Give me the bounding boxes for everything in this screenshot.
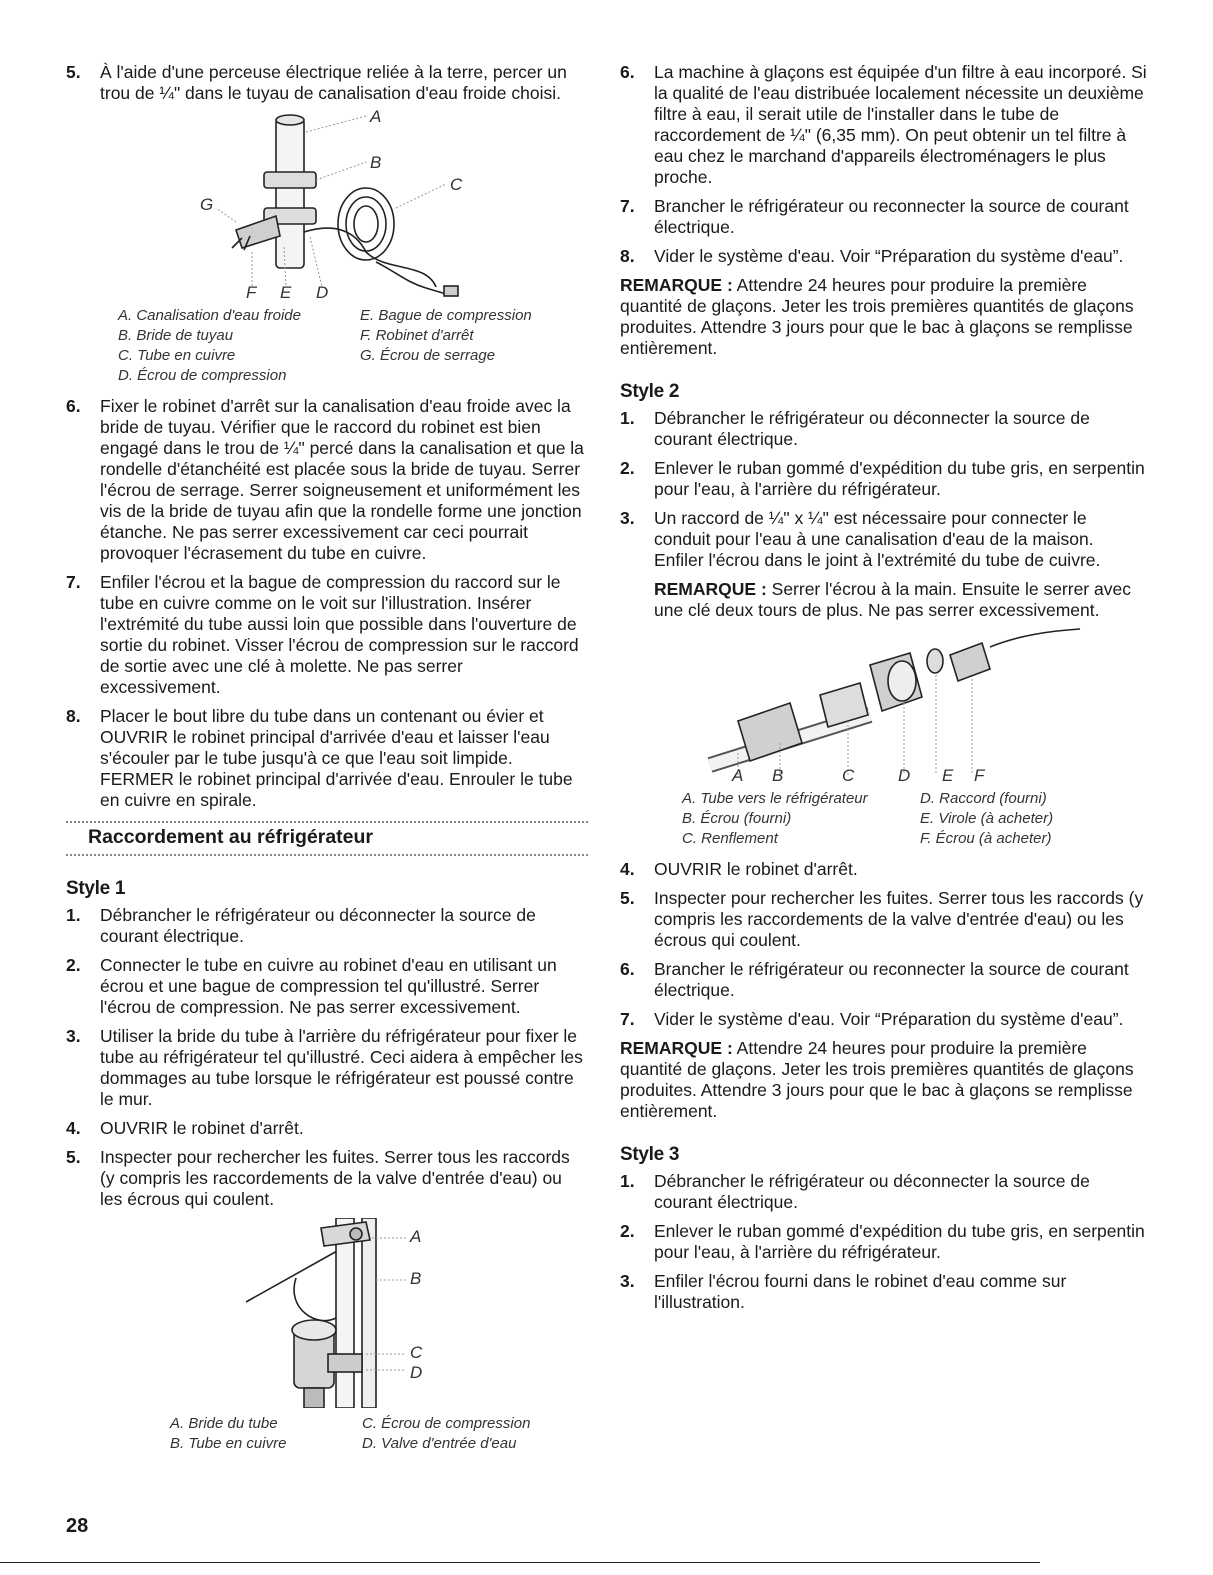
fig2-label-e: E: [942, 766, 954, 785]
legend-entry: F. Écrou (à acheter): [920, 830, 1052, 847]
section-heading: [66, 821, 588, 856]
step-item: [620, 1221, 1147, 1263]
step-text: Brancher le réfrigérateur ou reconnecter la source de courant électrique.: [654, 196, 1129, 237]
step-text: Inspecter pour rechercher les fuites. Serrer tous les raccords (y compris les raccordements de la valve d'entrée d'eau) ou les écrous qui coulent.: [654, 888, 1144, 950]
legend-entry: B. Écrou (fourni): [682, 810, 792, 827]
fig2-label-b: B: [772, 766, 784, 785]
legend-entry: A. Tube vers le réfrigérateur: [682, 790, 868, 807]
style2-note-label: REMARQUE :: [654, 579, 767, 599]
step-text: Connecter le tube en cuivre au robinet d'eau en utilisant un écrou et une bague de compression tel qu'illustré. Serrer l'écrou de compression. Ne pas serrer excessivement.: [100, 955, 557, 1017]
step-number: 5.: [620, 888, 635, 908]
step-item: [66, 62, 588, 104]
legend-entry: E. Virole (à acheter): [920, 810, 1054, 827]
style3-heading: Style 3: [620, 1144, 680, 1165]
style2-note: [620, 579, 1147, 621]
note-1: [620, 275, 1147, 359]
step-item: [620, 959, 1147, 1001]
fig1-label-e: E: [280, 283, 292, 302]
fig2-label-c: C: [842, 766, 855, 785]
step-number: 2.: [620, 1221, 635, 1241]
note-1-text: Attendre 24 heures pour produire la première quantité de glaçons. Jeter les trois premières quantités de glaçons produites. Attendre 3 jours pour que le bac à glaçons se remplisse entièrement.: [620, 275, 1134, 358]
fig1-label-d: D: [316, 283, 329, 302]
legend-entry: G. Écrou de serrage: [360, 347, 496, 364]
step-number: 6.: [620, 959, 635, 979]
fig1-label-c: C: [450, 175, 463, 194]
figure-shutoff-valve: [66, 107, 588, 302]
fig1-label-g: G: [200, 195, 214, 214]
legend-entry: E. Bague de compression: [360, 307, 532, 324]
legend-entry: C. Écrou de compression: [362, 1415, 531, 1432]
page-number: 28: [66, 1515, 89, 1537]
step-item: [620, 408, 1147, 450]
style2-steps: [620, 408, 1147, 571]
legend-entry: D. Écrou de compression: [118, 367, 287, 384]
fig3-legend: [170, 1414, 588, 1454]
step-item: [620, 1171, 1147, 1213]
step-item: [66, 706, 588, 811]
fig1-label-b: B: [370, 153, 382, 172]
style1-heading: Style 1: [66, 878, 126, 899]
legend-entry: [360, 366, 580, 386]
style2-note-text: Serrer l'écrou à la main. Ensuite le serrer avec une clé deux tours de plus. Ne pas serrer excessivement.: [654, 579, 1131, 620]
step-number: 6.: [66, 396, 81, 416]
figure-union-fitting: [620, 625, 1147, 783]
step-number: 2.: [620, 458, 635, 478]
legend-entry: D. Valve d'entrée d'eau: [362, 1435, 517, 1452]
step-item: [620, 888, 1147, 951]
step-text: Enfiler l'écrou fourni dans le robinet d'eau comme sur l'illustration.: [654, 1271, 1067, 1312]
step-item: [66, 1026, 588, 1110]
fig3-label-c: C: [410, 1343, 423, 1362]
step-item: [66, 572, 588, 698]
fig1-legend: [118, 306, 588, 386]
step-text: Enfiler l'écrou et la bague de compression du raccord sur le tube en cuivre comme on le voit sur l'illustration. Insérer l'extrémité du tube aussi loin que possible dans l'ouverture de sortie du robinet. Visser l'écrou de compression sur le raccord de sortie avec une clé à molette. Ne pas serrer excessivement.: [100, 572, 579, 697]
fig2-label-d: D: [898, 766, 911, 785]
figure-tube-clamp: [66, 1218, 588, 1408]
footer-rule: [0, 1562, 1040, 1563]
step-item: [620, 196, 1147, 238]
step-number: 1.: [620, 1171, 635, 1191]
step-number: 4.: [620, 859, 635, 879]
step-item: [620, 508, 1147, 571]
style2-steps-b: [620, 859, 1147, 1030]
note-2-label: REMARQUE :: [620, 1038, 733, 1058]
step-text: Placer le bout libre du tube dans un contenant ou évier et OUVRIR le robinet principal d'arrivée d'eau et laisser l'eau s'écouler par le tube jusqu'à ce que l'eau soit limpide. FERMER le robinet principal d'arrivée d'eau. Enrouler le tube en cuivre en spirale.: [100, 706, 573, 810]
style2-heading: Style 2: [620, 381, 680, 402]
section-title: Raccordement au réfrigérateur: [88, 826, 374, 848]
note-2-text: Attendre 24 heures pour produire la première quantité de glaçons. Jeter les trois premières quantités de glaçons produites. Attendre 3 jours pour que le bac à glaçons se remplisse entièrement.: [620, 1038, 1134, 1121]
step-item: [620, 1009, 1147, 1030]
legend-entry: D. Raccord (fourni): [920, 790, 1047, 807]
step-text: Débrancher le réfrigérateur ou déconnecter la source de courant électrique.: [654, 1171, 1090, 1212]
note-1-label: REMARQUE :: [620, 275, 733, 295]
step-item: [620, 458, 1147, 500]
step-text: Enlever le ruban gommé d'expédition du tube gris, en serpentin pour l'eau, à l'arrière du réfrigérateur.: [654, 458, 1145, 499]
fig3-label-d: D: [410, 1363, 423, 1382]
step-number: 2.: [66, 955, 81, 975]
intro-steps: [66, 62, 588, 104]
legend-entry: F. Robinet d'arrêt: [360, 327, 474, 344]
fig1-label-a: A: [370, 107, 382, 126]
step-number: 7.: [620, 196, 635, 216]
step-item: [66, 1147, 588, 1210]
left-column: [66, 62, 588, 1454]
step-text: Vider le système d'eau. Voir “Préparation du système d'eau”.: [654, 246, 1124, 266]
style3-steps: [620, 1171, 1147, 1313]
step-number: 8.: [66, 706, 81, 726]
fig3-label-b: B: [410, 1269, 422, 1288]
step-text: Fixer le robinet d'arrêt sur la canalisation d'eau froide avec la bride de tuyau. Vérifier que le raccord du robinet est bien engagé dans le trou de ¼" percé dans la canalisation et que la rondelle d'étanchéité est placée sous la bride de tuyau. Serrer l'écrou de serrage. Serrer soigneusement et uniformément les vis de la bride de tuyau afin que la rondelle forme une jonction étanche. Ne pas serrer excessivement car ceci pourrait provoquer l'écrasement du tube en cuivre.: [100, 396, 584, 563]
step-text: OUVRIR le robinet d'arrêt.: [100, 1118, 304, 1138]
step-number: 3.: [66, 1026, 81, 1046]
step-text: Inspecter pour rechercher les fuites. Serrer tous les raccords (y compris les raccordements de la valve d'entrée d'eau) ou les écrous qui coulent.: [100, 1147, 570, 1209]
step-text: La machine à glaçons est équipée d'un filtre à eau incorporé. Si la qualité de l'eau distribuée localement nécessite un deuxième filtre à eau, il serait utile de l'installer dans le tube de raccordement de ¼" (6,35 mm). On peut obtenir un tel filtre à eau chez le marchand d'appareils électroménagers le plus proche.: [654, 62, 1147, 187]
fig2-label-a: A: [732, 766, 744, 785]
legend-entry: C. Renflement: [682, 830, 778, 847]
step-number: 3.: [620, 1271, 635, 1291]
step-text: Utiliser la bride du tube à l'arrière du réfrigérateur pour fixer le tube au réfrigérateur tel qu'illustré. Ceci aidera à empêcher les dommages au tube lorsque le réfrigérateur est poussé contre le mur.: [100, 1026, 583, 1109]
legend-entry: A. Bride du tube: [170, 1415, 278, 1432]
right-column: [620, 62, 1147, 1321]
step-number: 6.: [620, 62, 635, 82]
step-item: [66, 396, 588, 564]
step-text: Brancher le réfrigérateur ou reconnecter la source de courant électrique.: [654, 959, 1129, 1000]
right-steps-top: [620, 62, 1147, 267]
steps-after-fig1: [66, 396, 588, 811]
step-text: Un raccord de ¼" x ¼" est nécessaire pour connecter le conduit pour l'eau à une canalisation d'eau de la maison. Enfiler l'écrou dans le joint à l'extrémité du tube de cuivre.: [654, 508, 1101, 570]
step-text: Enlever le ruban gommé d'expédition du tube gris, en serpentin pour l'eau, à l'arrière du réfrigérateur.: [654, 1221, 1145, 1262]
step-text: Débrancher le réfrigérateur ou déconnecter la source de courant électrique.: [100, 905, 536, 946]
step-number: 7.: [620, 1009, 635, 1029]
step-number: 4.: [66, 1118, 81, 1138]
legend-entry: A. Canalisation d'eau froide: [118, 307, 301, 324]
fig2-legend: [682, 789, 1147, 849]
fig3-label-a: A: [410, 1227, 422, 1246]
step-number: 1.: [620, 408, 635, 428]
step-number: 1.: [66, 905, 81, 925]
step-number: 5.: [66, 1147, 81, 1167]
legend-entry: B. Bride de tuyau: [118, 327, 234, 344]
step-number: 8.: [620, 246, 635, 266]
note-2: [620, 1038, 1147, 1122]
step-text: Vider le système d'eau. Voir “Préparation du système d'eau”.: [654, 1009, 1124, 1029]
step-number: 7.: [66, 572, 81, 592]
step-item: [620, 246, 1147, 267]
union-fitting-illustration: [620, 625, 1147, 783]
fig2-label-f: F: [974, 766, 985, 785]
step-text: Débrancher le réfrigérateur ou déconnecter la source de courant électrique.: [654, 408, 1090, 449]
step-number: 5.: [66, 62, 81, 82]
fig1-label-f: F: [246, 283, 257, 302]
shutoff-valve-illustration: [66, 112, 588, 300]
style1-steps: [66, 905, 588, 1210]
legend-entry: B. Tube en cuivre: [170, 1435, 287, 1452]
step-text: À l'aide d'une perceuse électrique reliée à la terre, percer un trou de ¼" dans le tuyau de canalisation d'eau froide choisi.: [100, 62, 567, 103]
legend-entry: C. Tube en cuivre: [118, 347, 236, 364]
step-text: OUVRIR le robinet d'arrêt.: [654, 859, 858, 879]
step-item: [66, 905, 588, 947]
step-item: [66, 955, 588, 1018]
step-number: 3.: [620, 508, 635, 528]
step-item: [620, 859, 1147, 880]
tube-clamp-illustration: [66, 1218, 588, 1408]
step-item: [620, 1271, 1147, 1313]
step-item: [620, 62, 1147, 188]
step-item: [66, 1118, 588, 1139]
